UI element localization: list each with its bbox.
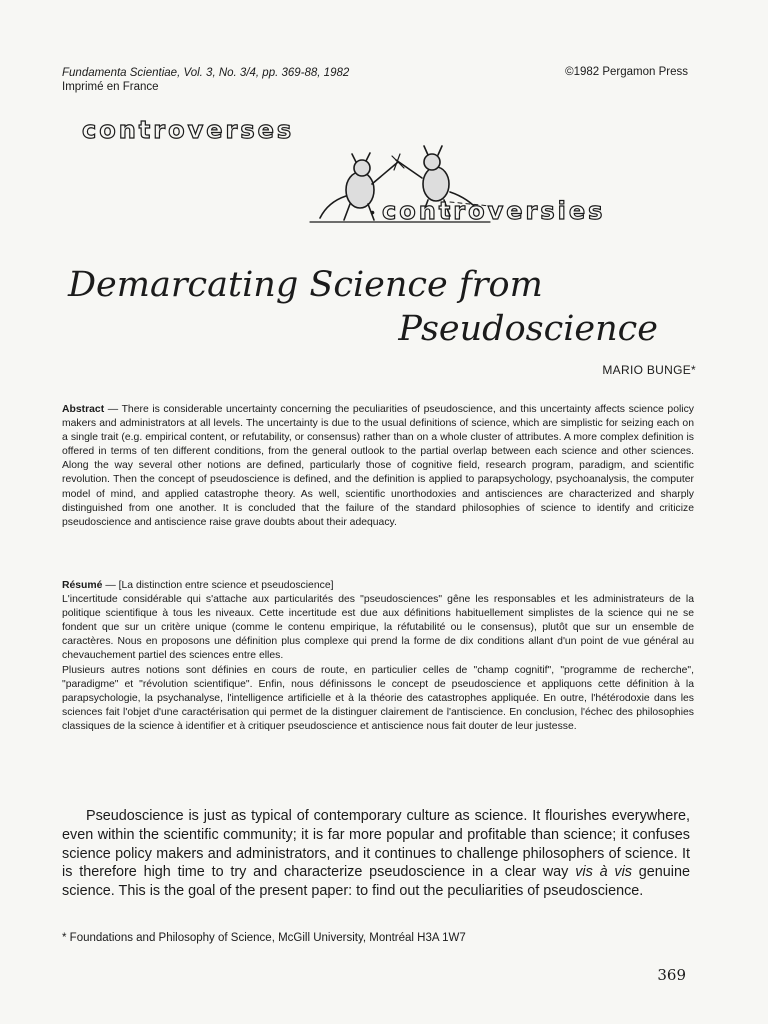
resume-paragraph-2: Plusieurs autres notions sont définies en cours de route, en particulier celles de "champ cognitif", "programme de recherche", "paradigme" et "révolution scientifique". Enfin, nous définissons le concept de pseudoscience et appliquons cette définition à la parapsychologie, la psychanalyse, l'intelligence artificielle et à la théorie des catastrophes appliquée. En outre, l'hétérodoxie dans les sciences fait l'objet d'une caractérisation qui permet de la distinguer clairement de l'antiscience. En conclusion, l'échec des philosophies classiques de la science à identifier et à critiquer pseudoscience et antiscience nous fait douter de leur justesse. [62,664,694,732]
author-name: MARIO BUNGE* [602,363,696,377]
banner-bottom-word: controversies [382,197,606,225]
resume-subtitle: [La distinction entre science et pseudoscience] [118,580,334,591]
imprint-line: Imprimé en France [62,81,159,93]
author-affiliation-footnote: * Foundations and Philosophy of Science, McGill University, Montréal H3A 1W7 [62,932,466,944]
abstract-dash: — [104,404,122,415]
controversies-banner [70,112,690,232]
page-number: 369 [657,966,686,984]
resume-heading [62,579,694,593]
journal-citation [62,66,349,94]
intro-text-end: genuine science. This is the goal of the present paper: to find out the peculiarities of pseudoscience. [62,864,691,899]
title-line-1: Demarcating Science from [68,265,543,306]
article-title [68,263,708,351]
abstract-label: Abstract [62,404,105,415]
resume-dash: — [102,580,119,591]
abstract [62,403,694,530]
title-line-2: Pseudoscience [398,309,658,350]
abstract-text: There is considerable uncertainty concerning the peculiarities of pseudoscience, and this uncertainty affects science policy makers and administrators at all levels. The uncertainty is due to the usual definitions of science, which are simplistic for seizing each on a single trait (e.g. empirical content, or refutability, or consensus) rather than on a whole cluster of attributes. A more complex definition is offered in terms of ten different conditions, from the general outlook to the partial overlap between each science and other sciences. Along the way several other notions are defined, particularly those of cognitive field, research program, paradigm, and scientific revolution. Then the concept of pseudoscience is defined, and the definition is applied to parapsychology, psychoanalysis, the computer model of mind, and applied catastrophe theory. As well, scientific unorthodoxies and antisciences are characterized and sharply distinguished from one another. It is concluded that the failure of the standard philosophies of science to identify and criticize pseudoscience and antiscience raise grave doubts about their adequacy. [62,404,694,528]
banner-bullet: • [370,204,375,220]
banner-top-word: controverses [82,116,295,144]
intro-text-start: Pseudoscience is just as typical of contemporary culture as science. It flourishes everywhere, even within the scientific community; it is far more popular and profitable than science; it confuses science policy makers and administrators, and it continues to challenge philosophers of science. It is therefore high time to try and characterize pseudoscience in a clear way [62,808,690,881]
copyright-notice: ©1982 Pergamon Press [565,66,688,78]
resume-label: Résumé [62,580,103,591]
intro-paragraph [62,807,690,900]
intro-italic-phrase: vis à vis [575,864,632,881]
journal-line: Fundamenta Scientiae, Vol. 3, No. 3/4, pp. 369-88, 1982 [62,67,350,79]
resume-paragraph-1: L'incertitude considérable qui s'attache aux particularités des "pseudosciences" gêne les responsables et les administrateurs de la politique scientifique à tous les niveaux. Cette incertitude est due aux définitions habituellement simplistes de la science qui ne se fondent que sur un critère unique (comme le contenu empirique, la réfutabilité ou le consensus), plutôt que sur un ensemble de caractères. Nous en proposons une définition plus complexe qui prend la forme de dix conditions allant d'un point de vue général au chevauchement partiel des sciences entre elles. [62,594,694,662]
resume [62,579,694,734]
